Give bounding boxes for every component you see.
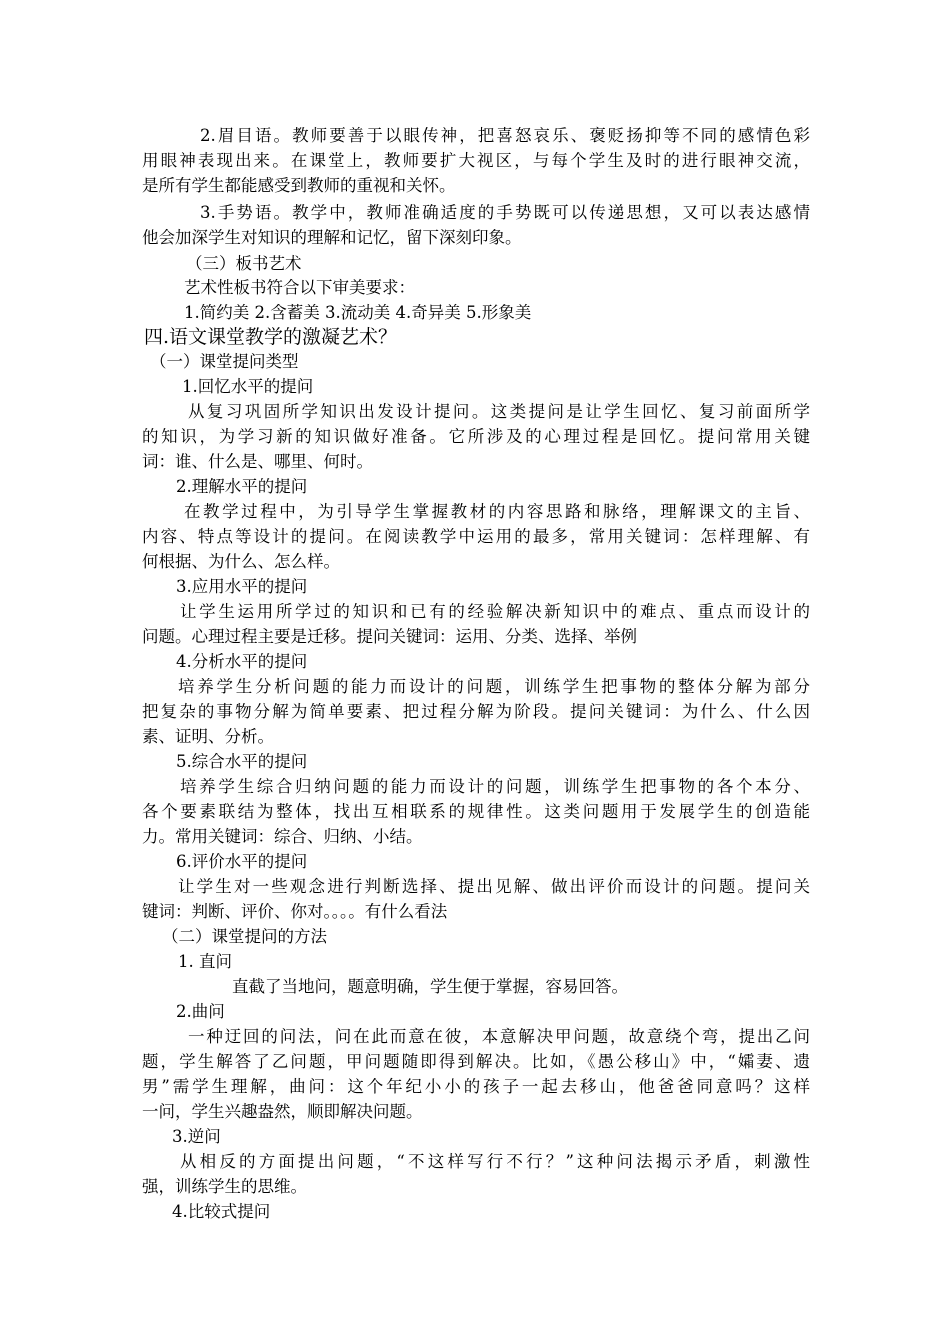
subheading-application: 3.应用水平的提问: [176, 577, 308, 596]
subheading-evaluation: 6.评价水平的提问: [176, 852, 308, 871]
paragraph-indirect-line-3: 男”需学生理解，曲问：这个年纪小小的孩子一起去移山，他爸爸同意吗？这样: [142, 1077, 810, 1096]
subheading-indirect-question: 2.曲问: [176, 1002, 225, 1021]
paragraph-gesture-line-2: 他会加深学生对知识的理解和记忆，留下深刻印象。: [142, 228, 522, 247]
chapter-heading-four: 四.语文课堂教学的激凝艺术？: [144, 326, 398, 348]
paragraph-indirect-line-1: 一种迂回的问法，问在此而意在彼，本意解决甲问题，故意绕个弯，提出乙问: [188, 1027, 810, 1046]
section-heading-question-methods: （二）课堂提问的方法: [162, 927, 327, 946]
subheading-comparative-question: 4.比较式提问: [172, 1202, 271, 1221]
section-heading-blackboard: （三）板书艺术: [186, 254, 302, 273]
subheading-reverse-question: 3.逆问: [172, 1127, 221, 1146]
paragraph-recall-line-1: 从复习巩固所学知识出发设计提问。这类提问是让学生回忆、复习前面所学: [188, 402, 810, 421]
paragraph-recall-line-2: 的知识，为学习新的知识做好准备。它所涉及的心理过程是回忆。提问常用关键: [142, 427, 810, 446]
paragraph-eye-language-line-3: 是所有学生都能感受到教师的重视和关怀。: [142, 176, 456, 195]
paragraph-reverse-line-2: 强，训练学生的思维。: [142, 1177, 307, 1196]
paragraph-analysis-line-1: 培养学生分析问题的能力而设计的问题，训练学生把事物的整体分解为部分: [178, 677, 810, 696]
subheading-direct-question: 1. 直问: [178, 952, 232, 971]
paragraph-direct-question: 直截了当地问，题意明确，学生便于掌握，容易回答。: [232, 977, 628, 996]
paragraph-synthesis-line-2: 各个要素联结为整体，找出互相联系的规律性。这类问题用于发展学生的创造能: [142, 802, 810, 821]
paragraph-analysis-line-3: 素、证明、分析。: [142, 727, 274, 746]
blackboard-intro: 艺术性板书符合以下审美要求：: [184, 278, 415, 297]
paragraph-reverse-line-1: 从相反的方面提出问题，“不这样写行不行？”这种问法揭示矛盾，刺激性: [180, 1152, 810, 1171]
blackboard-aesthetics-list: 1.简约美 2.含蓄美 3.流动美 4.奇异美 5.形象美: [184, 303, 532, 322]
paragraph-comprehension-line-1: 在教学过程中，为引导学生掌握教材的内容思路和脉络，理解课文的主旨、: [184, 502, 810, 521]
paragraph-evaluation-line-1: 让学生对一些观念进行判断选择、提出见解、做出评价而设计的问题。提问关: [178, 877, 810, 896]
paragraph-recall-line-3: 词：谁、什么是、哪里、何时。: [142, 452, 373, 471]
paragraph-gesture-line-1: 3.手势语。教学中，教师准确适度的手势既可以传递思想，又可以表达感情: [200, 203, 810, 222]
paragraph-indirect-line-2: 题，学生解答了乙问题，甲问题随即得到解决。比如，《愚公移山》中，“孀妻、遗: [142, 1052, 810, 1071]
paragraph-synthesis-line-1: 培养学生综合归纳问题的能力而设计的问题，训练学生把事物的各个本分、: [180, 777, 810, 796]
paragraph-eye-language-line-2: 用眼神表现出来。在课堂上，教师要扩大视区，与每个学生及时的进行眼神交流，: [142, 151, 810, 170]
paragraph-eye-language-line-1: 2.眉目语。教师要善于以眼传神，把喜怒哀乐、褒贬扬抑等不同的感情色彩: [200, 126, 810, 145]
section-heading-question-types: （一）课堂提问类型: [150, 352, 299, 371]
subheading-recall: 1.回忆水平的提问: [182, 377, 314, 396]
subheading-analysis: 4.分析水平的提问: [176, 652, 308, 671]
paragraph-analysis-line-2: 把复杂的事物分解为简单要素、把过程分解为阶段。提问关键词：为什么、什么因: [142, 702, 810, 721]
paragraph-comprehension-line-3: 何根据、为什么、怎么样。: [142, 552, 340, 571]
paragraph-indirect-line-4: 一问，学生兴趣盎然，顺即解决问题。: [142, 1102, 423, 1121]
paragraph-application-line-1: 让学生运用所学过的知识和已有的经验解决新知识中的难点、重点而设计的: [180, 602, 810, 621]
subheading-synthesis: 5.综合水平的提问: [176, 752, 308, 771]
subheading-comprehension: 2.理解水平的提问: [176, 477, 308, 496]
paragraph-comprehension-line-2: 内容、特点等设计的提问。在阅读教学中运用的最多，常用关键词：怎样理解、有: [142, 527, 810, 546]
paragraph-application-line-2: 问题。心理过程主要是迁移。提问关键词：运用、分类、选择、举例: [142, 627, 637, 646]
paragraph-synthesis-line-3: 力。常用关键词：综合、归纳、小结。: [142, 827, 423, 846]
paragraph-evaluation-line-2: 键词：判断、评价、你对。。。。有什么看法: [142, 902, 448, 921]
